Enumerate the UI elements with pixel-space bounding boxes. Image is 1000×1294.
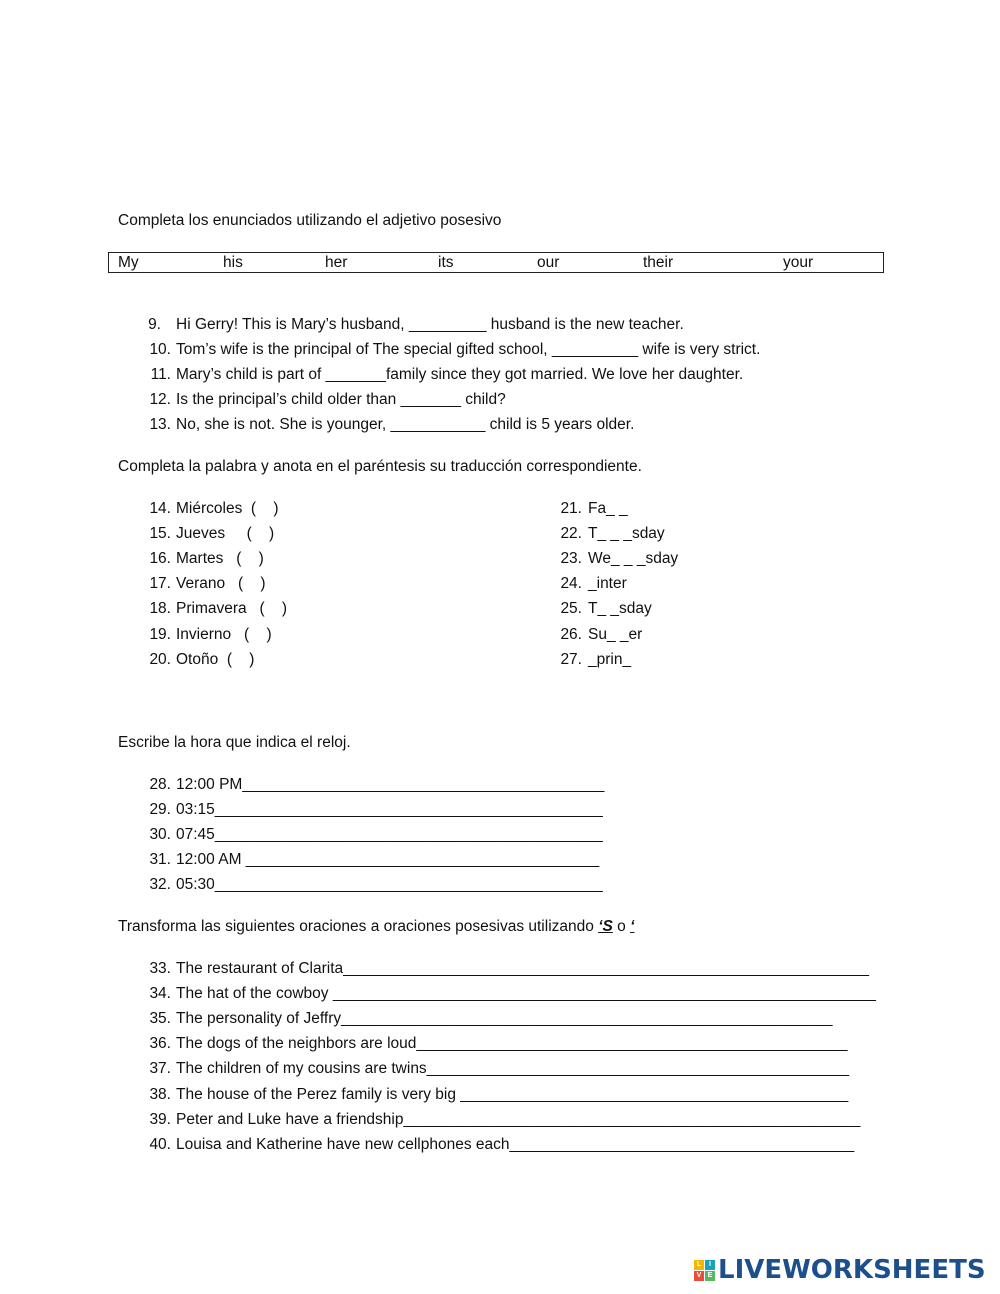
item-number: 34. (149, 985, 171, 1002)
item-number: 16. (149, 550, 171, 567)
item-number: 37. (149, 1060, 171, 1077)
item-text: 05:30_____________________________________________ (176, 876, 603, 893)
item-text: Verano ( ) (176, 575, 266, 592)
item-number: 12. (149, 391, 171, 408)
item-text: T_ _ _sday (588, 525, 665, 542)
item-number: 28. (149, 776, 171, 793)
item-number: 33. (149, 960, 171, 977)
liveworksheets-logo (694, 1254, 986, 1286)
item-number: 40. (149, 1136, 171, 1153)
item-number: 22. (560, 525, 582, 542)
item-number: 20. (149, 651, 171, 668)
item-text: _inter (588, 575, 627, 592)
item-text: 12:00 AM _________________________________________ (176, 851, 600, 868)
word-bank-item: our (537, 254, 560, 271)
instruction-connector: o (612, 918, 631, 935)
item-number: 14. (149, 500, 171, 517)
item-number: 13. (149, 416, 171, 433)
logo-brand-text: LIVEWORKSHEETS (718, 1255, 986, 1285)
word-bank (108, 252, 884, 273)
item-number: 9. (148, 316, 161, 333)
item-text: Tom’s wife is the principal of The special gifted school, __________ wife is very strict. (176, 341, 761, 358)
item-number: 18. (149, 600, 171, 617)
item-text: _prin_ (588, 651, 632, 668)
item-text: The house of the Perez family is very big _____________________________________________ (176, 1086, 849, 1103)
section1-instruction: Completa los enunciados utilizando el adjetivo posesivo (118, 212, 502, 229)
item-number: 10. (149, 341, 171, 358)
item-number: 21. (560, 500, 582, 517)
item-number: 25. (560, 600, 582, 617)
item-text: T_ _sday (588, 600, 652, 617)
word-bank-item: his (223, 254, 243, 271)
item-text: 03:15_____________________________________________ (176, 801, 603, 818)
item-number: 35. (149, 1010, 171, 1027)
item-text: Hi Gerry! This is Mary’s husband, _________ husband is the new teacher. (176, 316, 684, 333)
item-text: Louisa and Katherine have new cellphones each________________________________________ (176, 1136, 855, 1153)
item-text: The personality of Jeffry_________________________________________________________ (176, 1010, 833, 1027)
item-number: 38. (149, 1086, 171, 1103)
item-number: 32. (149, 876, 171, 893)
item-text: Mary’s child is part of _______family since they got married. We love her daughter. (176, 366, 744, 383)
item-text: Miércoles ( ) (176, 500, 279, 517)
item-text: Fa_ _ (588, 500, 628, 517)
item-text: Martes ( ) (176, 550, 264, 567)
item-number: 30. (149, 826, 171, 843)
item-number: 31. (149, 851, 171, 868)
item-number: 19. (149, 626, 171, 643)
item-number: 11. (150, 366, 171, 383)
item-number: 27. (560, 651, 582, 668)
item-text: Is the principal’s child older than _______ child? (176, 391, 506, 408)
word-bank-item: My (118, 254, 139, 271)
item-text: Su_ _er (588, 626, 643, 643)
item-text: Jueves ( ) (176, 525, 275, 542)
item-text: The restaurant of Clarita_____________________________________________________________ (176, 960, 869, 977)
logo-cubes-icon (694, 1260, 715, 1281)
item-text: 07:45_____________________________________________ (176, 826, 603, 843)
item-number: 17. (149, 575, 171, 592)
word-bank-item: her (325, 254, 348, 271)
item-text: 12:00 PM__________________________________________ (176, 776, 605, 793)
item-text: The hat of the cowboy _______________________________________________________________ (176, 985, 876, 1002)
word-bank-item: your (783, 254, 814, 271)
item-text: The children of my cousins are twins_________________________________________________ (176, 1060, 850, 1077)
option-apostrophe: ‘ (630, 918, 635, 935)
item-text: We_ _ _sday (588, 550, 679, 567)
item-text: The dogs of the neighbors are loud__________________________________________________ (176, 1035, 848, 1052)
item-number: 29. (149, 801, 171, 818)
item-text: Invierno ( ) (176, 626, 272, 643)
item-text: Otoño ( ) (176, 651, 255, 668)
section2-instruction: Completa la palabra y anota en el paréntesis su traducción correspondiente. (118, 458, 642, 475)
item-text: No, she is not. She is younger, ___________ child is 5 years older. (176, 416, 635, 433)
item-number: 24. (560, 575, 582, 592)
item-number: 23. (560, 550, 582, 567)
item-number: 15. (149, 525, 171, 542)
word-bank-item: their (643, 254, 674, 271)
item-text: Peter and Luke have a friendship_____________________________________________________ (176, 1111, 861, 1128)
item-number: 39. (149, 1111, 171, 1128)
logo-cube: V (694, 1271, 704, 1281)
logo-cube: I (705, 1260, 715, 1270)
logo-cube: L (694, 1260, 704, 1270)
logo-cube: E (705, 1271, 715, 1281)
section3-instruction: Escribe la hora que indica el reloj. (118, 734, 351, 751)
section4-instruction (118, 918, 634, 936)
item-number: 36. (149, 1035, 171, 1052)
option-s: ‘S (598, 918, 613, 935)
instruction-text: Transforma las siguientes oraciones a oraciones posesivas utilizando (118, 918, 599, 935)
item-text: Primavera ( ) (176, 600, 288, 617)
item-number: 26. (560, 626, 582, 643)
word-bank-item: its (438, 254, 454, 271)
